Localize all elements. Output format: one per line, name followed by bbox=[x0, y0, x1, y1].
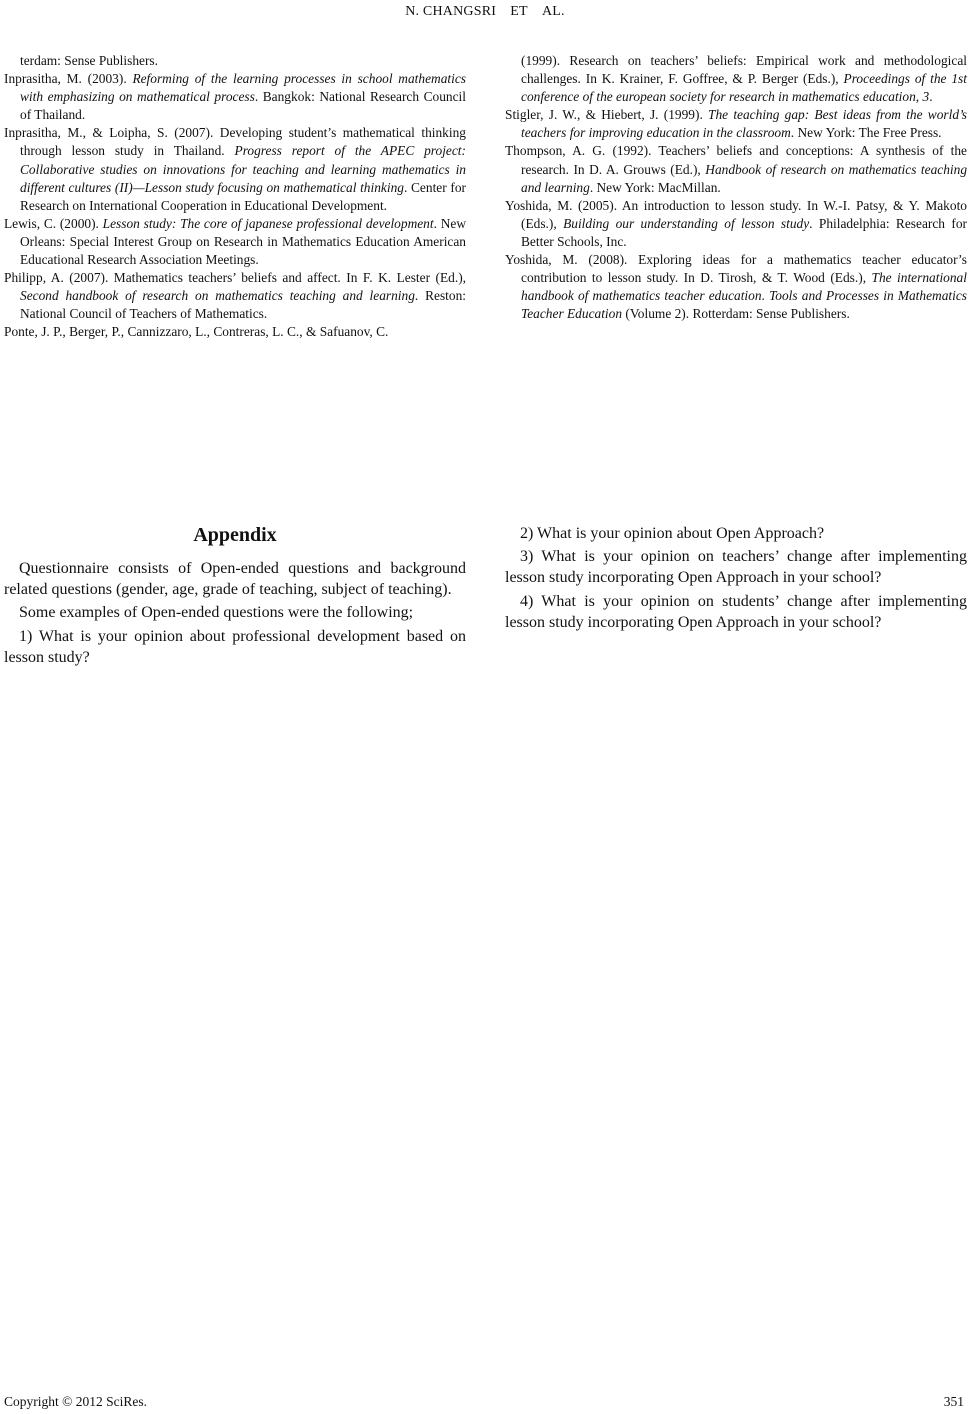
reference-title: Handbook of research on mathematics teaching and learning bbox=[521, 161, 968, 195]
reference-text: Philipp, A. (2007). Mathematics teachers’ beliefs and affect. In F. K. Lester (Ed.), bbox=[4, 270, 466, 286]
reference-text: . Center for Research on International Cooperation in Educational Development. bbox=[20, 179, 466, 213]
reference-entry bbox=[505, 251, 967, 323]
reference-entry bbox=[4, 52, 466, 70]
copyright-footer: Copyright © 2012 SciRes. bbox=[4, 1394, 148, 1409]
reference-text: . Philadelphia: Research for Better Schools, Inc. bbox=[521, 215, 967, 249]
running-head: N. CHANGSRI ET AL. bbox=[405, 4, 565, 19]
reference-entry bbox=[505, 142, 967, 196]
reference-title: Second handbook of research on mathematics teaching and learning bbox=[20, 288, 415, 304]
reference-title: Building our understanding of lesson study bbox=[563, 215, 810, 231]
reference-entry bbox=[505, 197, 967, 251]
reference-text: Ponte, J. P., Berger, P., Cannizzaro, L., Contreras, L. C., & Safuanov, C. bbox=[4, 324, 389, 340]
reference-title: Proceedings of the 1st conference of the european society for research in mathematics education, 3 bbox=[521, 71, 967, 105]
reference-text: Inprasitha, M., & Loipha, S. (2007). Developing student’s mathematical thinking through lesson study in Thailand. bbox=[4, 125, 466, 159]
reference-entry bbox=[4, 124, 466, 214]
reference-title: The teaching gap: Best ideas from the world’s teachers for improving education in the classroom bbox=[521, 107, 967, 141]
references-right-column bbox=[505, 52, 967, 323]
appendix-question: 3) What is your opinion on teachers’ change after implementing lesson study incorporating Open Approach in your school? bbox=[505, 548, 967, 587]
reference-text: . New York: MacMillan. bbox=[589, 179, 721, 195]
appendix-right-column bbox=[505, 523, 967, 635]
reference-title: Reforming of the learning processes in school mathematics with emphasizing on mathematical process bbox=[20, 71, 466, 105]
appendix-paragraph: Some examples of Open-ended questions were the following; bbox=[19, 604, 414, 622]
appendix-question: 2) What is your opinion about Open Approach? bbox=[520, 525, 825, 542]
appendix-paragraph: Questionnaire consists of Open-ended questions and background related questions (gender, age, grade of teaching, subject of teaching). bbox=[4, 560, 466, 599]
appendix-left-column bbox=[4, 522, 466, 670]
appendix-question: 4) What is your opinion on students’ change after implementing lesson study incorporating Open Approach in your school? bbox=[505, 592, 967, 631]
reference-title: Progress report of the APEC project: Collaborative studies on innovations for teaching and learning mathematics in different cultures (II)—Lesson study focusing on mathematical thinking bbox=[20, 143, 466, 195]
reference-title: The international handbook of mathematics teacher education bbox=[521, 270, 967, 304]
reference-text: Lewis, C. (2000). bbox=[4, 215, 103, 231]
reference-text: . New York: The Free Press. bbox=[790, 125, 942, 141]
reference-text: (1999). Research on teachers’ beliefs: Empirical work and methodological challenges. In K. Krainer, F. Goffree, & P. Berger (Eds.), bbox=[521, 53, 967, 87]
reference-text: (Volume 2). Rotterdam: Sense Publishers. bbox=[622, 306, 850, 322]
reference-text: . Reston: National Council of Teachers of Mathematics. bbox=[20, 288, 466, 322]
reference-text: . New Orleans: Special Interest Group on Research in Mathematics Education American Educational Research Association Meetings. bbox=[20, 215, 466, 268]
reference-entry bbox=[4, 70, 466, 124]
appendix-heading: Appendix bbox=[193, 524, 277, 546]
reference-text: Thompson, A. G. (1992). Teachers’ beliefs and conceptions: A synthesis of the research. In D. A. Grouws (Ed.), bbox=[505, 143, 967, 177]
appendix-question: 1) What is your opinion about professional development based on lesson study? bbox=[4, 627, 466, 666]
reference-text: Stigler, J. W., & Hiebert, J. (1999). bbox=[505, 107, 709, 123]
reference-text: Inprasitha, M. (2003). bbox=[4, 71, 133, 87]
reference-text: Yoshida, M. (2008). Exploring ideas for a mathematics teacher educator’s contribution to lesson study. In D. Tirosh, & T. Wood (Eds.), bbox=[505, 252, 967, 286]
reference-entry bbox=[505, 106, 967, 142]
reference-entry bbox=[4, 269, 466, 323]
reference-entry bbox=[4, 215, 466, 269]
references-left-column bbox=[4, 52, 466, 342]
reference-entry bbox=[505, 52, 967, 106]
reference-text: . bbox=[929, 89, 933, 105]
reference-title: Tools and Processes in Mathematics Teacher Education bbox=[521, 288, 967, 322]
reference-title: Lesson study: The core of japanese professional development bbox=[102, 215, 434, 231]
reference-text: terdam: Sense Publishers. bbox=[20, 53, 158, 68]
reference-text: . bbox=[761, 288, 770, 304]
page-number: 351 bbox=[943, 1394, 964, 1409]
reference-entry bbox=[4, 323, 466, 341]
reference-text: . Bangkok: National Research Council of Thailand. bbox=[20, 89, 466, 123]
reference-text: Yoshida, M. (2005). An introduction to lesson study. In W.-I. Patsy, & Y. Makoto (Eds.), bbox=[505, 197, 967, 231]
